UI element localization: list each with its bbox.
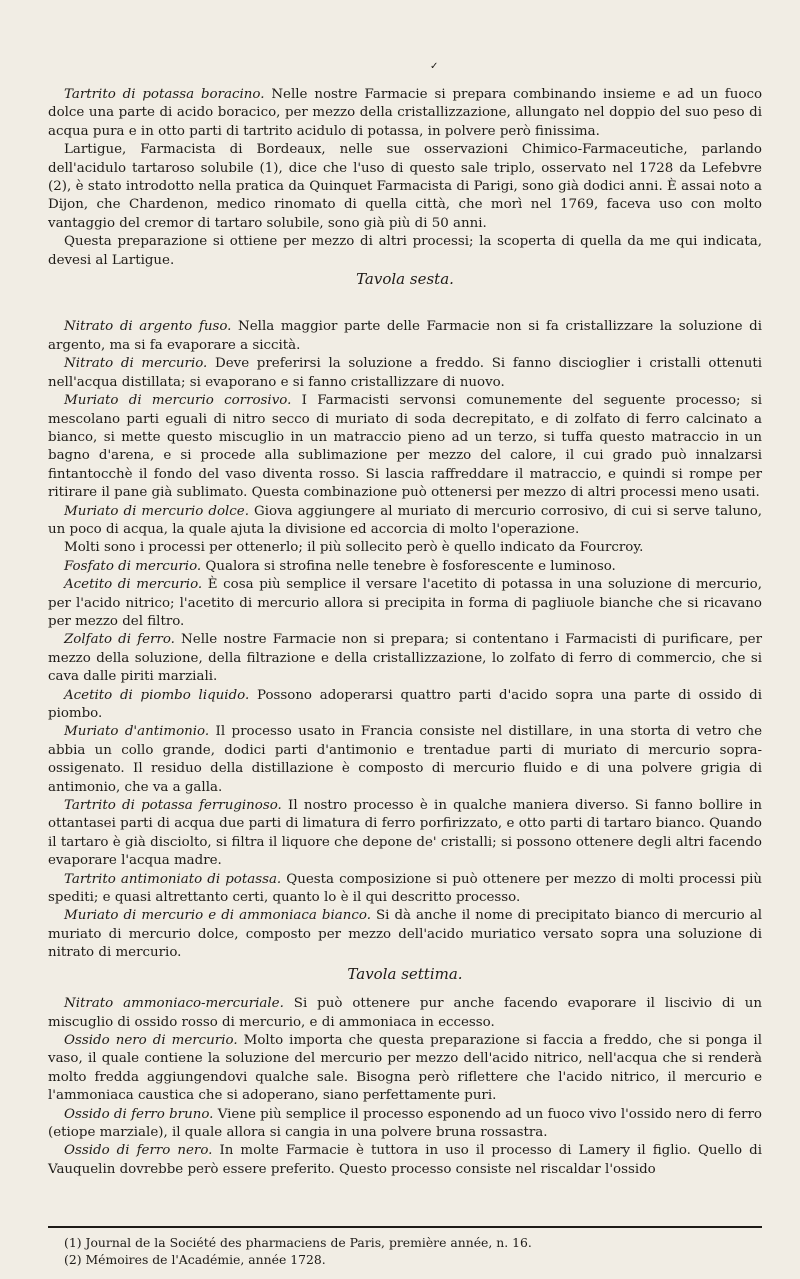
entry-text: Si dà anche il nome di precipitato bianco di mercurio al muriato di mercurio dolce, composto per mezzo dell'acido muriatico versato sopra una soluzione di nitrato di mercurio. <box>48 908 762 961</box>
section-heading: Tavola settima. <box>347 964 463 983</box>
entry-title: Ossido di ferro nero. <box>64 1143 213 1159</box>
paragraph <box>48 318 762 355</box>
paragraph <box>48 995 762 1032</box>
entry-text: Molti sono i processi per ottenerlo; il più sollecito però è quello indicato da Fourcroy. <box>64 540 644 556</box>
paragraph <box>48 687 762 724</box>
paragraph <box>48 392 762 502</box>
paragraph <box>48 233 762 270</box>
paragraph <box>48 141 762 233</box>
paragraph <box>48 558 762 576</box>
entry-title: Nitrato di argento fuso. <box>64 319 232 335</box>
entry-text: Deve preferirsi la soluzione a freddo. Si fanno discioglier i cristalli ottenuti nell'acqua distillata; si evaporano e si fanno cristallizzare di nuovo. <box>48 356 762 390</box>
paragraph <box>48 723 762 797</box>
printer-mark-icon: ✓ <box>430 61 439 72</box>
entry-text: Nelle nostre Farmacie si prepara combinando insieme e ad un fuoco dolce una parte di acido boracico, per mezzo della cristallizzazione, allungato nel doppio del suo peso di acqua pura e in otto parti di tartrito acidulo di potassa, in polvere però finissima. <box>48 87 763 139</box>
paragraph <box>48 503 762 540</box>
paragraph <box>48 1032 762 1106</box>
paragraph <box>48 871 762 908</box>
entry-text: Nella maggior parte delle Farmacie non si fa cristallizzare la soluzione di argento, ma si fa evaporare a siccità. <box>48 319 762 353</box>
entry-title: Zolfato di ferro. <box>64 632 175 648</box>
paragraph <box>48 86 762 141</box>
entry-title: Nitrato di mercurio. <box>64 356 208 372</box>
entry-title: Acetito di piombo liquido. <box>64 687 250 703</box>
footnotes <box>64 1234 532 1268</box>
entry-title: Muriato d'antimonio. <box>64 724 210 740</box>
entry-title: Nitrato ammoniaco-mercuriale. <box>64 996 284 1012</box>
entry-text: Questa composizione si può ottenere per mezzo di molti processi più spediti; e quasi altrettanto certi, quanto lo è il qui descritto processo. <box>48 871 762 906</box>
entry-text: Si può ottenere pur anche facendo evaporare il liscivio di un miscuglio di ossido rosso di mercurio, e di ammoniaca in eccesso. <box>48 996 762 1030</box>
entry-title: Tartrito antimoniato di potassa. <box>64 871 282 887</box>
entry-text: Nelle nostre Farmacie non si prepara; si contentano i Farmacisti di purificare, per mezzo della soluzione, della filtrazione e della cristallizzazione, lo zolfato di ferro di commercio, che si cava dalle piriti marziali. <box>48 632 762 685</box>
entry-text: Molto importa che questa preparazione si faccia a freddo, che si ponga il vaso, il quale contiene la soluzione del mercurio per mezzo dell'acido nitrico, nell'acqua che si renderà molto fredda aggiungendovi qualche sale. Bisogna però riflettere che l'acido nitrico, il mercurio e l'ammoniaca caustica che si adoperano, siano perfettamente puri. <box>48 1032 762 1104</box>
entry-text: Qualora si strofina nelle tenebre è fosforescente e luminoso. <box>201 558 616 574</box>
entry-text: Il nostro processo è in qualche maniera diverso. Si fanno bollire in ottantasei parti di acqua due parti di limatura di ferro porfirizzato, e otto parti di tartaro bianco. Quando il tartaro è già disciolto, si filtra il liquore che depone de' cristalli; si possono ottenere degli altri facendo evaporare l'acqua madre. <box>48 798 762 869</box>
entry-title: Muriato di mercurio corrosivo. <box>64 393 292 409</box>
entry-text: Lartigue, Farmacista di Bordeaux, nelle sue osservazioni Chimico-Farmaceutiche, parlando dell'acidulo tartaroso solubile (1), dice che l'uso di questo sale triplo, osservato nel 1728 da Lefebvre (2), è stato introdotto nella pratica da Quinquet Farmacista di Parigi, sono già dodici anni. È assai noto a Dijon, che Chardenon, medico rinomato di quella città, che morì nel 1769, faceva uso con molto vantaggio del cremor di tartaro solubile, sono già più di 50 anni. <box>48 142 762 231</box>
entry-text: In molte Farmacie è tuttora in uso il processo di Lamery il figlio. Quello di Vauquelin dovrebbe però essere preferito. Questo processo consiste nel riscaldar l'ossido <box>48 1143 762 1177</box>
footnote: (1) Journal de la Société des pharmaciens de Paris, première année, n. 16. <box>64 1235 532 1250</box>
entry-title: Tartrito di potassa boracino. <box>64 87 265 102</box>
paragraph <box>48 907 762 962</box>
entry-title: Ossido di ferro bruno. <box>64 1106 214 1122</box>
paragraph <box>48 355 762 392</box>
entry-text: Viene più semplice il processo esponendo ad un fuoco vivo l'ossido nero di ferro (etiope marziale), il quale allora si cangia in una polvere bruna rossastra. <box>48 1106 762 1140</box>
paragraph <box>48 631 762 686</box>
entry-text: I Farmacisti servonsi comunemente del seguente processo; si mescolano parti eguali di nitro secco di muriato di soda decrepitato, e di zolfato di ferro calcinato a bianco, si mette questo miscuglio in un matraccio pieno ad un terzo, si tuffa questo matraccio in un bagno d'arena, e si procede alla sublimazione per mezzo del calore, il cui grado può innalzarsi fintantocchè il fondo del vaso diventa rosso. Si lascia raffreddare il matraccio, e quindi si rompe per ritirare il pane già sublimato. Questa combinazione può ottenersi per mezzo di altri processi meno usati. <box>48 393 762 501</box>
paragraph <box>48 797 762 871</box>
entry-text: Il processo usato in Francia consiste nel distillare, in una storta di vetro che abbia un collo grande, dodici parti d'antimonio e trentadue parti di muriato di mercurio sopra-ossigenato. Il residuo della distillazione è composto di mercurio fluido e di una polvere grigia di antimonio, che va a galla. <box>48 724 762 795</box>
entry-title: Ossido nero di mercurio. <box>64 1032 238 1048</box>
entry-title: Muriato di mercurio dolce. <box>64 503 249 519</box>
entry-title: Acetito di mercurio. <box>64 577 203 593</box>
paragraph <box>48 1142 762 1179</box>
entry-text: Possono adoperarsi quattro parti d'acido sopra una parte di ossido di piombo. <box>48 687 762 721</box>
paragraph <box>48 1106 762 1143</box>
entry-text: È cosa più semplice il versare l'acetito di potassa in una soluzione di mercurio, per l'acido nitrico; l'acetito di mercurio allora si precipita in forma di pagliuole bianche che si ricavano per mezzo del filtro. <box>48 577 762 629</box>
entry-title: Fosfato di mercurio. <box>64 558 202 574</box>
paragraph <box>48 539 762 557</box>
entry-text: Questa preparazione si ottiene per mezzo di altri processi; la scoperta di quella da me qui indicata, devesi al Lartigue. <box>48 234 762 268</box>
section-heading: Tavola sesta. <box>356 270 454 289</box>
entry-title: Muriato di mercurio e di ammoniaca bianco. <box>64 908 371 924</box>
paragraph <box>48 576 762 631</box>
footnote-rule <box>48 1226 762 1228</box>
entry-title: Tartrito di potassa ferruginoso. <box>64 798 282 814</box>
entry-text: Giova aggiungere al muriato di mercurio corrosivo, di cui si serve taluno, un poco di acqua, la quale ajuta la divisione ed accorcia di molto l'operazione. <box>48 503 763 537</box>
footnote: (2) Mémoires de l'Académie, année 1728. <box>64 1252 326 1267</box>
